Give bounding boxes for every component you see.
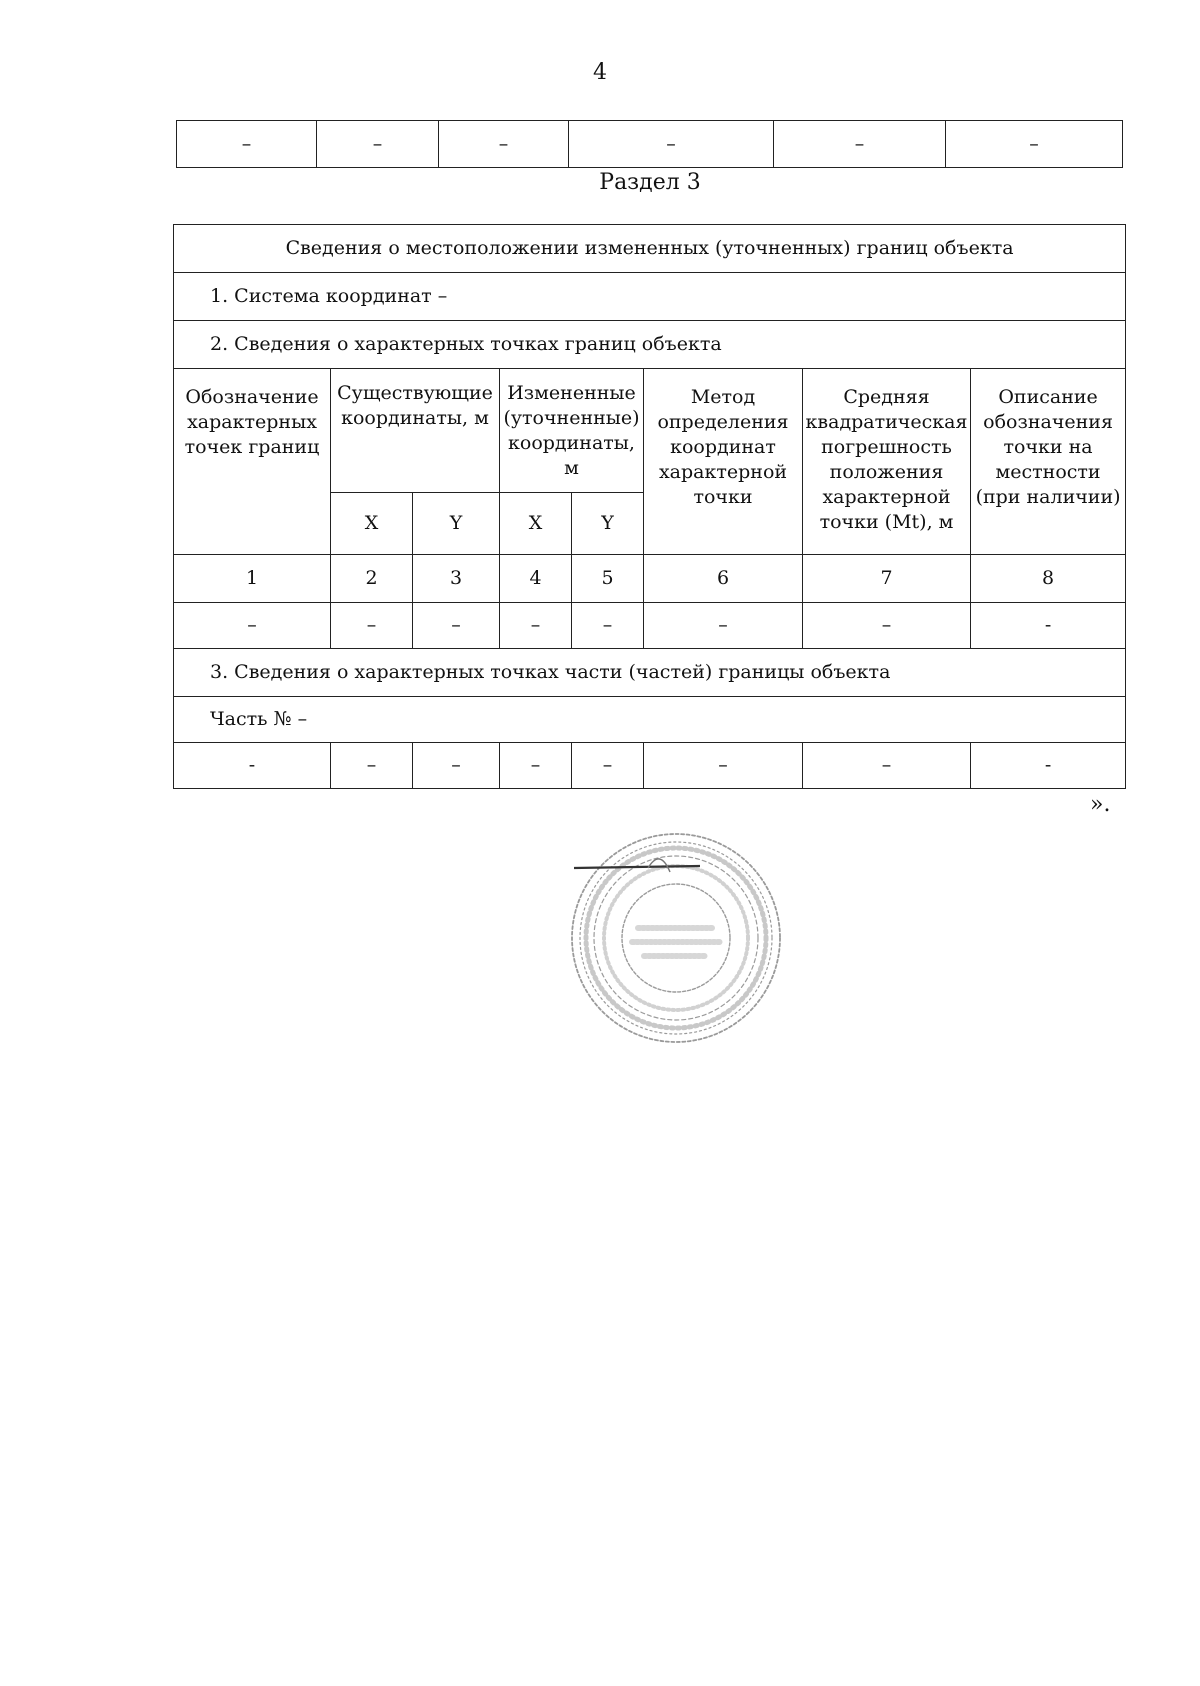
header-y-existing: Y: [413, 493, 500, 555]
boundary-points-table: [173, 224, 1126, 789]
header-x-changed: X: [500, 493, 572, 555]
table-cell: –: [569, 121, 774, 168]
table-row: [174, 603, 1126, 649]
table-cell: –: [331, 743, 413, 789]
table-title: Сведения о местоположении измененных (уточненных) границ объекта: [174, 225, 1126, 273]
table-cell: –: [500, 743, 572, 789]
table-row: [174, 649, 1126, 697]
page-number: 4: [593, 60, 607, 85]
header-x-existing: X: [331, 493, 413, 555]
table-cell: –: [331, 603, 413, 649]
header-existing-coords: Существующие координаты, м: [331, 369, 500, 493]
column-number: 2: [331, 555, 413, 603]
header-mean-error: Средняя квадратическая погрешность положения характерной точки (Mt), м: [803, 369, 971, 555]
part-label: Часть № –: [174, 697, 1126, 743]
table-cell: –: [644, 743, 803, 789]
header-method: Метод определения координат характерной точки: [644, 369, 803, 555]
table-cell: –: [413, 743, 500, 789]
table-cell: –: [803, 743, 971, 789]
table-cell: –: [439, 121, 569, 168]
top-table: [176, 120, 1123, 168]
table-row: [174, 697, 1126, 743]
table-cell: –: [177, 121, 317, 168]
table-cell: –: [317, 121, 439, 168]
table-cell: -: [971, 743, 1126, 789]
table-cell: –: [572, 743, 644, 789]
column-number: 5: [572, 555, 644, 603]
table-cell: –: [500, 603, 572, 649]
section-title: Раздел 3: [599, 170, 701, 195]
table-cell: –: [572, 603, 644, 649]
column-number: 3: [413, 555, 500, 603]
header-designation: Обозначение характерных точек границ: [174, 369, 331, 555]
column-number: 8: [971, 555, 1126, 603]
header-changed-coords: Измененные (уточненные) координаты, м: [500, 369, 644, 493]
column-number: 1: [174, 555, 331, 603]
parts-heading: 3. Сведения о характерных точках части (частей) границы объекта: [174, 649, 1126, 697]
column-number: 4: [500, 555, 572, 603]
header-y-changed: Y: [572, 493, 644, 555]
table-row: [177, 121, 1123, 168]
table-cell: –: [946, 121, 1123, 168]
table-cell: –: [774, 121, 946, 168]
round-stamp: [548, 820, 798, 1050]
column-number: 6: [644, 555, 803, 603]
table-cell: –: [413, 603, 500, 649]
table-row: [174, 225, 1126, 273]
points-heading: 2. Сведения о характерных точках границ объекта: [174, 321, 1126, 369]
table-header-row: [174, 369, 1126, 493]
closing-quote: ».: [1090, 792, 1111, 817]
table-cell: –: [644, 603, 803, 649]
table-cell: –: [174, 603, 331, 649]
table-cell: –: [803, 603, 971, 649]
table-row: [174, 273, 1126, 321]
table-cell: -: [174, 743, 331, 789]
column-numbers-row: [174, 555, 1126, 603]
header-description: Описание обозначения точки на местности (при наличии): [971, 369, 1126, 555]
table-row: [174, 321, 1126, 369]
column-number: 7: [803, 555, 971, 603]
table-cell: -: [971, 603, 1126, 649]
table-row: [174, 743, 1126, 789]
coordinate-system-label: 1. Система координат –: [174, 273, 1126, 321]
